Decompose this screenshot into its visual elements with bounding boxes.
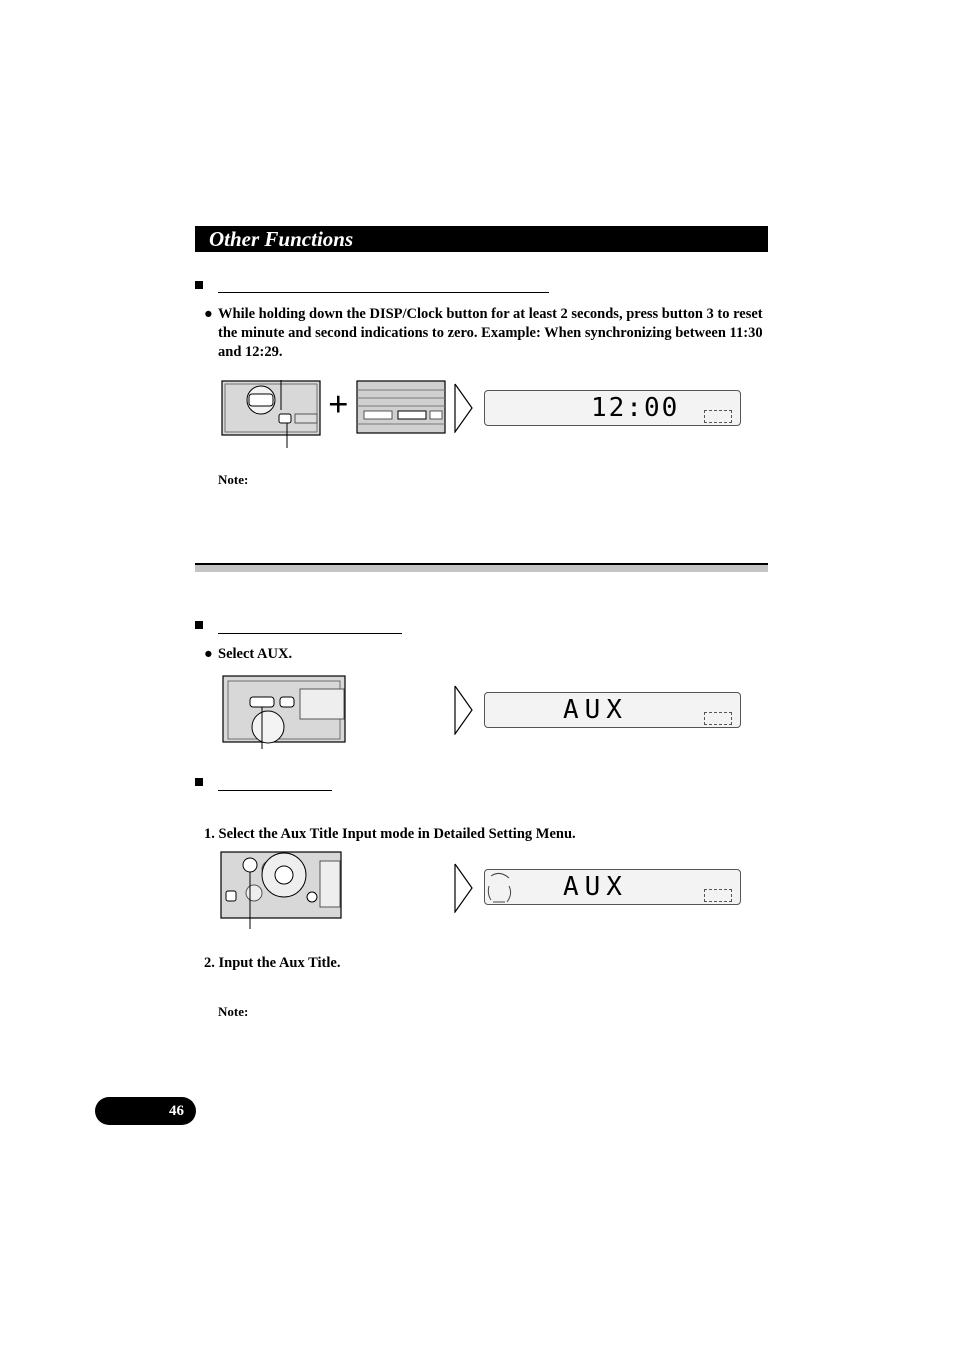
heading-underline-1 [218,292,549,293]
lcd-indicator [704,410,732,423]
unit-illustration-buttons [356,380,446,434]
lcd-indicator [704,889,732,902]
section-header [195,226,768,252]
unit-illustration-function [220,851,344,931]
step-2-text: 2. Input the Aux Title. [204,955,341,971]
bullet-text-1: While holding down the DISP/Clock button for at least 2 seconds, press button 3 to reset the minute and second indications to zero. Example: When synchronizing between 11:30 and 12:29. [218,306,763,360]
arrow-right-icon [454,383,474,433]
arrow-right-icon [454,685,474,735]
heading-underline-2 [218,633,402,634]
note-label-2: Note: [218,1004,249,1019]
heading-square-3 [195,778,203,786]
heading-square-2 [195,621,203,629]
blink-cursor-icon [487,872,513,904]
lcd-text-clock: 12:00 [591,393,680,423]
heading-square-1 [195,281,203,289]
page-number-badge [95,1097,196,1125]
lcd-display-aux [484,692,741,728]
page-number: 46 [169,1103,184,1119]
heading-underline-3 [218,790,332,791]
lcd-display-aux-title [484,869,741,905]
page-title: Other Functions [209,227,354,251]
note-label-1: Note: [218,472,249,487]
lcd-display-clock [484,390,741,426]
unit-illustration-disp [221,380,321,450]
step-1-text: 1. Select the Aux Title Input mode in Detailed Setting Menu. [204,826,576,842]
bullet-dot-2: ● [204,646,213,662]
plus-sign: + [328,384,349,424]
section-divider-band [195,565,768,572]
lcd-text-aux-title: AUX [563,872,628,902]
lcd-text-aux: AUX [563,695,628,725]
unit-illustration-source [222,675,346,749]
bullet-text-2: Select AUX. [218,646,293,662]
arrow-right-icon [454,863,474,913]
bullet-dot-1: ● [204,306,213,322]
lcd-indicator [704,712,732,725]
